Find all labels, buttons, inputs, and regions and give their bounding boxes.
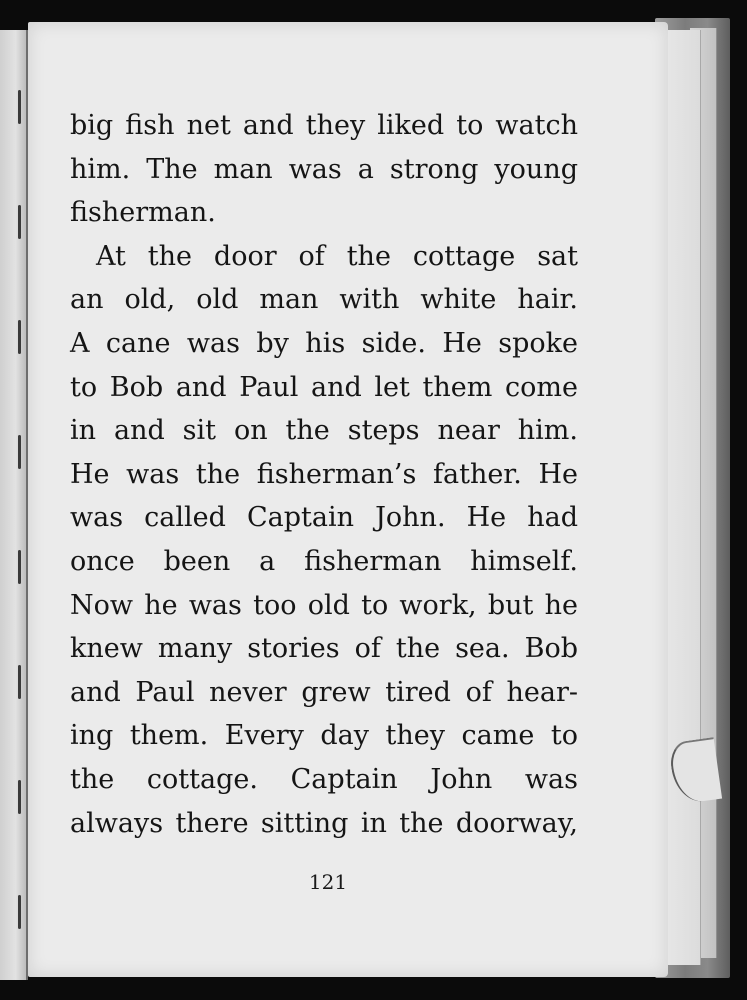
text-line: always there sitting in the doorway,: [70, 807, 578, 839]
text-line: him. The man was a strong young: [70, 153, 578, 185]
text-line: knew many stories of the sea. Bob: [70, 633, 578, 665]
binding-stitch: [18, 90, 21, 124]
text-line: and Paul never grew tired of hear-: [70, 676, 578, 708]
page-number: 121: [308, 870, 348, 894]
binding-stitch: [18, 205, 21, 239]
binding-stitch: [18, 550, 21, 584]
text-line: the cottage. Captain John was: [70, 763, 578, 795]
text-line: He was the fisherman’s father. He: [70, 458, 578, 490]
text-line: Now he was too old to work, but he: [70, 589, 578, 621]
text-line: an old, old man with white hair.: [70, 284, 578, 316]
binding-stitch: [18, 435, 21, 469]
text-line: in and sit on the steps near him.: [70, 415, 578, 447]
binding-stitch: [18, 780, 21, 814]
text-line: once been a fisherman himself.: [70, 545, 578, 577]
text-line: was called Captain John. He had: [70, 502, 578, 534]
binding-stitch: [18, 665, 21, 699]
text-line: fisherman.: [70, 197, 216, 229]
text-line: to Bob and Paul and let them come: [70, 371, 578, 403]
text-line: A cane was by his side. He spoke: [70, 327, 578, 359]
text-line: At the door of the cottage sat: [96, 240, 578, 272]
book-page: [28, 22, 668, 977]
page-body-text: [70, 104, 578, 845]
binding-stitch: [18, 320, 21, 354]
text-line: big fish net and they liked to watch: [70, 110, 578, 141]
facing-page-edge: [0, 30, 28, 980]
text-line: ing them. Every day they came to: [70, 720, 578, 752]
binding-stitch: [18, 895, 21, 929]
